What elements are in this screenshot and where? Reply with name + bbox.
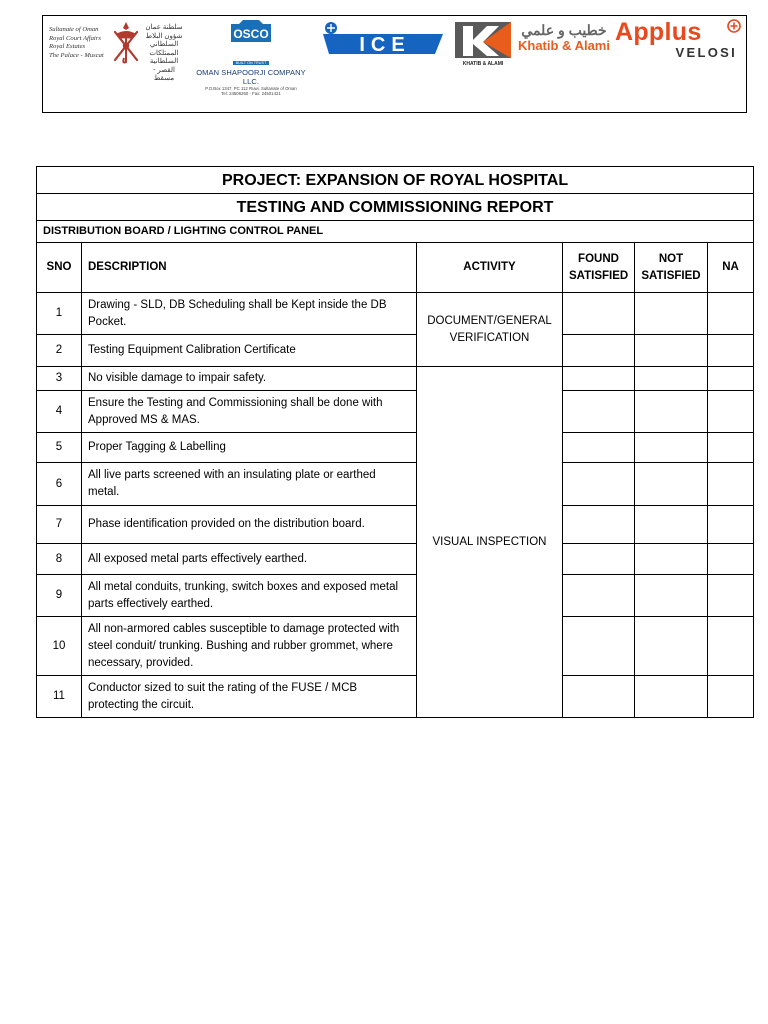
applus-velosi-logo [615,18,745,60]
commissioning-report-table [36,166,754,718]
found-satisfied-cell[interactable] [563,433,635,463]
found-satisfied-cell[interactable] [563,367,635,391]
roc-line: Royal Estates [49,43,86,51]
not-satisfied-cell[interactable] [635,293,708,335]
table-row [37,575,754,617]
project-title: PROJECT: EXPANSION OF ROYAL HOSPITAL [37,167,754,194]
row-sno: 1 [37,293,82,335]
na-cell[interactable] [708,293,754,335]
column-header-found-satisfied: FOUND SATISFIED [563,243,635,293]
row-sno: 7 [37,506,82,544]
svg-text:ICE: ICE [359,34,411,56]
not-satisfied-cell[interactable] [635,433,708,463]
column-header-description: DESCRIPTION [82,243,417,293]
row-description: All non-armored cables susceptible to damage protected with steel conduit/ trunking. Bushing and rubber grommet, where necessary, provided. [82,617,417,676]
found-satisfied-cell[interactable] [563,575,635,617]
ice-logo [319,20,447,65]
roc-arabic-line: الممتلكات السلطانية [149,49,179,65]
row-description: Drawing - SLD, DB Scheduling shall be Kept inside the DB Pocket. [82,293,417,335]
not-satisfied-cell[interactable] [635,506,708,544]
roc-arabic-line: سلطنة عمان [145,24,183,31]
khatib-arabic-name: خطيب و علمي [521,22,607,38]
row-description: All exposed metal parts effectively earthed. [82,544,417,575]
row-sno: 5 [37,433,82,463]
khatib-english-name: Khatib & Alami [518,38,610,53]
found-satisfied-cell[interactable] [563,293,635,335]
report-title: TESTING AND COMMISSIONING REPORT [37,194,754,221]
not-satisfied-cell[interactable] [635,391,708,433]
found-satisfied-cell[interactable] [563,463,635,506]
not-satisfied-cell[interactable] [635,463,708,506]
column-header-activity: ACTIVITY [417,243,563,293]
row-sno: 4 [37,391,82,433]
roc-arabic-line: القصر - مسقط [153,66,175,82]
section-title: DISTRIBUTION BOARD / LIGHTING CONTROL PANEL [37,221,754,243]
column-header-sno: SNO [37,243,82,293]
na-cell[interactable] [708,433,754,463]
not-satisfied-cell[interactable] [635,617,708,676]
roc-line: The Palace - Muscat [49,51,104,59]
osco-address: P.O.Box 1347, PC 112 Ruwi, Sultanate of Oman [205,86,297,91]
activity-visual-inspection: VISUAL INSPECTION [417,367,563,718]
row-sno: 10 [37,617,82,676]
khatib-alami-logo [516,22,612,53]
khatib-alami-mark-icon [453,18,513,73]
not-satisfied-cell[interactable] [635,335,708,367]
row-description: Ensure the Testing and Commissioning shall be done with Approved MS & MAS. [82,391,417,433]
applus-plus-icon [727,19,741,33]
osco-logo [191,18,311,96]
roc-line: Royal Court Affairs [49,34,101,42]
not-satisfied-cell[interactable] [635,575,708,617]
found-satisfied-cell[interactable] [563,544,635,575]
svg-text:KHATIB & ALAMI: KHATIB & ALAMI [462,61,504,67]
osco-company-name: OMAN SHAPOORJI COMPANY LLC. [196,68,306,86]
osco-tagline: BUILT ON TRUST [233,61,270,65]
row-description: Proper Tagging & Labelling [82,433,417,463]
not-satisfied-cell[interactable] [635,367,708,391]
letterhead [42,15,747,113]
found-satisfied-cell[interactable] [563,617,635,676]
na-cell[interactable] [708,617,754,676]
row-sno: 11 [37,676,82,718]
table-row [37,617,754,676]
row-description: No visible damage to impair safety. [82,367,417,391]
found-satisfied-cell[interactable] [563,335,635,367]
table-row [37,506,754,544]
row-sno: 3 [37,367,82,391]
found-satisfied-cell[interactable] [563,391,635,433]
row-sno: 9 [37,575,82,617]
na-cell[interactable] [708,463,754,506]
row-description: All live parts screened with an insulating plate or earthed metal. [82,463,417,506]
row-description: All metal conduits, trunking, switch boxes and exposed metal parts effectively earthed. [82,575,417,617]
na-cell[interactable] [708,367,754,391]
column-header-not-satisfied: NOT SATISFIED [635,243,708,293]
royal-court-text [49,26,105,60]
na-cell[interactable] [708,676,754,718]
row-description: Conductor sized to suit the rating of the FUSE / MCB protecting the circuit. [82,676,417,718]
found-satisfied-cell[interactable] [563,506,635,544]
row-sno: 2 [37,335,82,367]
oman-emblem-icon [111,18,141,73]
column-header-na: NA [708,243,754,293]
table-row [37,335,754,367]
table-row [37,676,754,718]
na-cell[interactable] [708,391,754,433]
na-cell[interactable] [708,506,754,544]
roc-line: Sultanate of Oman [49,26,99,33]
table-row [37,463,754,506]
table-row [37,391,754,433]
royal-court-arabic-text [143,24,185,84]
not-satisfied-cell[interactable] [635,676,708,718]
table-row [37,433,754,463]
roc-arabic-line: شؤون البلاط السلطاني [145,32,183,48]
table-row [37,544,754,575]
osco-mark-icon [229,18,273,46]
na-cell[interactable] [708,335,754,367]
found-satisfied-cell[interactable] [563,676,635,718]
table-row [37,293,754,335]
svg-text:OSCO: OSCO [233,27,269,41]
row-description: Phase identification provided on the distribution board. [82,506,417,544]
table-row [37,367,754,391]
activity-document-verification: DOCUMENT/GENERAL VERIFICATION [417,293,563,367]
row-description: Testing Equipment Calibration Certificate [82,335,417,367]
osco-contact: Tel: 24506260 · Fax: 24501421 [221,91,281,96]
row-sno: 6 [37,463,82,506]
na-cell[interactable] [708,544,754,575]
row-sno: 8 [37,544,82,575]
na-cell[interactable] [708,575,754,617]
velosi-word: VELOSI [675,45,737,60]
not-satisfied-cell[interactable] [635,544,708,575]
applus-word: Applus [615,18,702,46]
